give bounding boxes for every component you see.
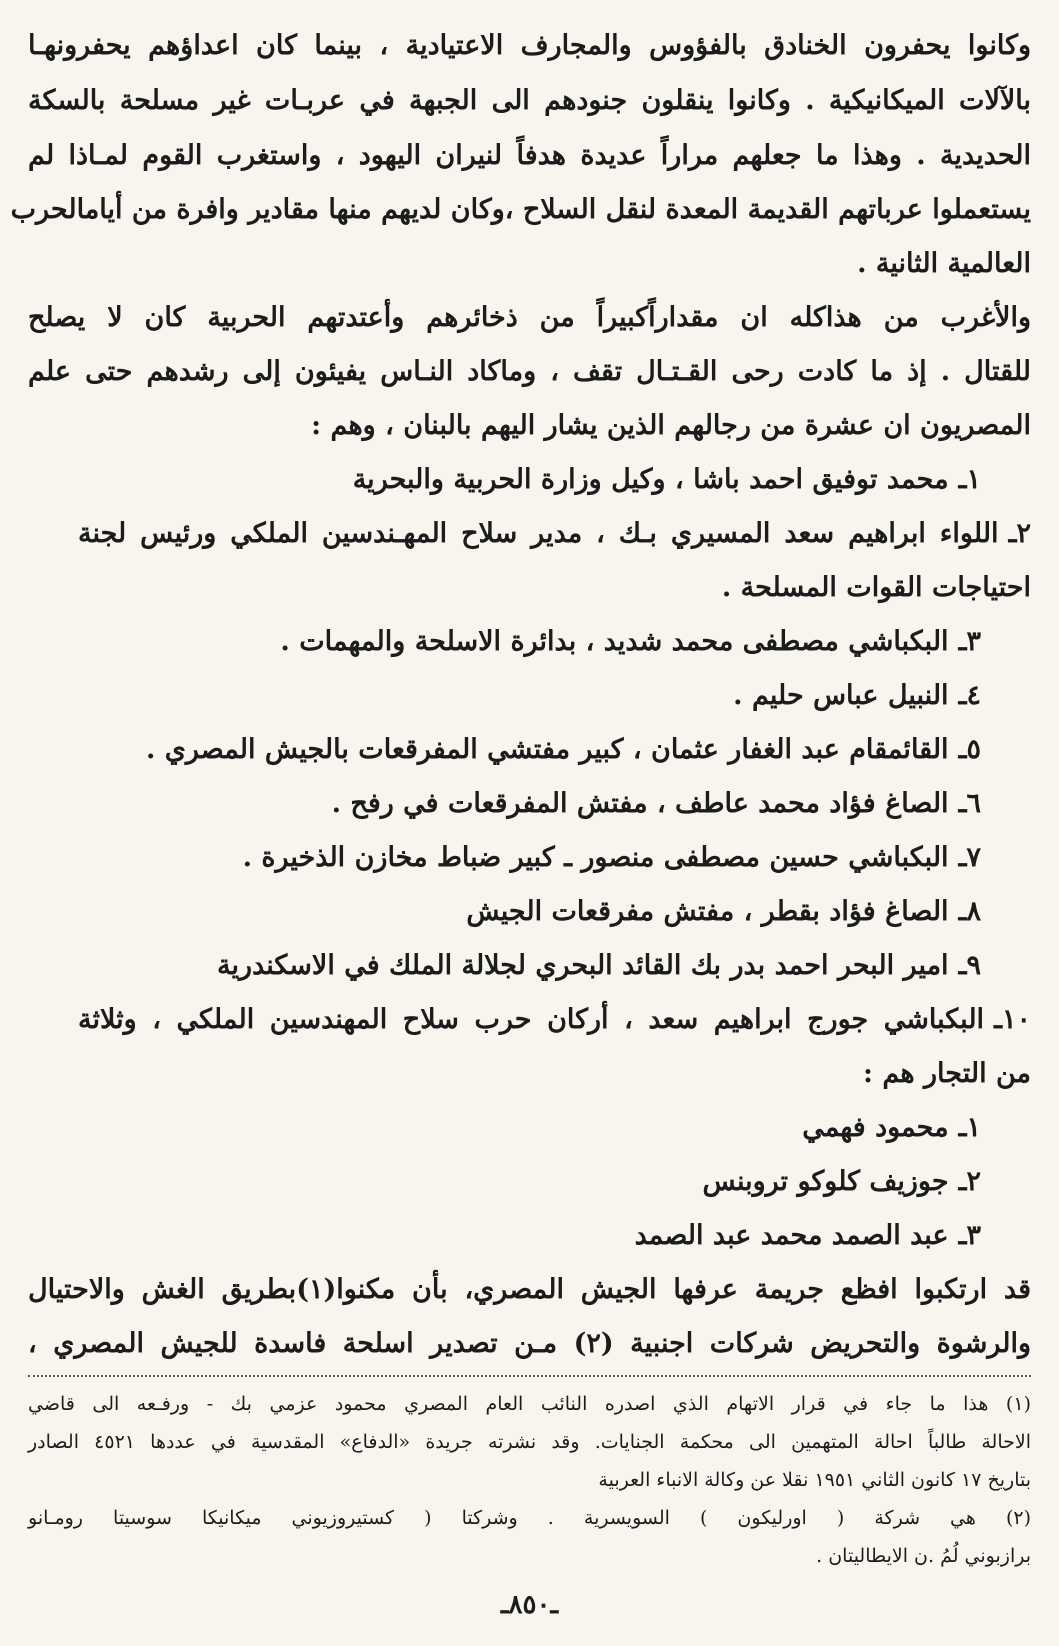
list-item-number: ٣ـ [958,1220,981,1251]
list-item-number: ١٠ـ [994,1004,1031,1035]
body-line: وكانوا يحفرون الخنادق بالفؤوس والمجارف الاعتيادية ، بينما كان اعداؤهم يحفرونهـا [28,30,1031,61]
body-line: قد ارتكبوا افظع جريمة عرفها الجيش المصري، بأن مكنوا(١)بطريق الغش والاحتيال [28,1274,1031,1305]
list-item [217,946,981,986]
list-item-number: ٥ـ [958,734,981,765]
list-item-text: البكباشي حسين مصطفى منصور ـ كبير ضباط مخازن الذخيرة . [242,842,949,873]
list-item-number: ١ـ [958,464,981,495]
list-item [635,1216,981,1256]
body-line: والرشوة والتحريض شركات اجنبية (٢) مـن تصدير اسلحة فاسدة للجيش المصري ، [28,1328,1032,1359]
body-line: والأغرب من هذاكله ان مقداراًكبيراً من ذخائرهم وأعتدتهم الحربية كان لا يصلح [28,302,1031,333]
list-item [733,676,981,716]
list-item-number: ٢ـ [958,1166,981,1197]
list-item [78,1000,1031,1040]
footnote-line: بتاريخ ١٧ كانون الثاني ١٩٥١ نقلا عن وكالة الانباء العربية [598,1469,1031,1491]
list-item-text: اللواء ابراهيم سعد المسيري بـك ، مدير سلاح المهـندسين الملكي ورئيس لجنة [78,518,999,549]
list-item [703,1162,981,1202]
list-item-number: ٨ـ [958,896,981,927]
body-line: بالآلات الميكانيكية . وكانوا ينقلون جنودهم الى الجبهة في عربـات غير مسلحة بالسكة [28,85,1031,116]
list-item-number: ١ـ [958,1112,981,1143]
list-item-number: ٣ـ [958,626,981,657]
footnote-line: (١) هذا ما جاء في قرار الاتهام الذي اصدره النائب العام المصري محمود عزمي بك - ورفـعه الى قاضي [28,1393,1031,1415]
list-item-text: محمود فهمي [802,1112,949,1143]
list-item-text: امير البحر احمد بدر بك القائد البحري لجلالة الملك في الاسكندرية [217,950,949,981]
list-item [802,1108,981,1148]
merchants-intro: من التجار هم : [863,1058,1031,1089]
body-line: يستعملوا عرباتهم القديمة المعدة لنقل السلاح ،وكان لديهم منها مقادير وافرة من أيامالحرب [10,194,1031,225]
list-item-number: ٩ـ [958,950,981,981]
list-item-text: جوزيف كلوكو تروبنس [702,1166,949,1197]
page-number: ـ٨٥٠ـ [500,1590,559,1620]
list-item-number: ٧ـ [958,842,981,873]
body-line: العالمية الثانية . [857,248,1031,279]
list-item [146,730,981,770]
body-line: للقتال . إذ ما كادت رحى القـتـال تقف ، وماكاد النـاس يفيئون إلى رشدهم حتى علم [28,356,1031,387]
list-item-text: البكباشي جورج ابراهيم سعد ، أركان حرب سلاح المهندسين الملكي ، وثلاثة [78,1004,985,1035]
list-item [332,784,981,824]
list-item-number: ٦ـ [958,788,981,819]
list-item-number: ٢ـ [1008,518,1031,549]
list-item-text: النبيل عباس حليم . [733,680,949,711]
list-item [78,514,1031,554]
list-item [243,838,981,878]
footnote-divider [28,1375,1031,1377]
body-line: المصريون ان عشرة من رجالهم الذين يشار اليهم بالبنان ، وهم : [311,410,1031,441]
list-item [280,622,981,662]
list-item-text: البكباشي مصطفى محمد شديد ، بدائرة الاسلحة والمهمات . [280,626,949,657]
list-item-text: عبد الصمد محمد عبد الصمد [634,1220,949,1251]
list-item [353,460,981,500]
list-item [466,892,981,932]
list-item-number: ٤ـ [958,680,981,711]
list-item-text: الصاغ فؤاد بقطر ، مفتش مفرقعات الجيش [466,896,949,927]
list-item-text: القائمقام عبد الغفار عثمان ، كبير مفتشي المفرقعات بالجيش المصري . [145,734,949,765]
footnote-line: برازبوني لُمُ .ن الايطاليتان . [816,1545,1031,1567]
footnote-line: (٢) هي شركة ( اورليكون ) السويسرية . وشركتا ( كستيروزيوني ميكانيكا سوسيتا رومـانو [28,1507,1031,1529]
list-item-text: محمد توفيق احمد باشا ، وكيل وزارة الحربية والبحرية [352,464,949,495]
list-item-text: الصاغ فؤاد محمد عاطف ، مفتش المفرقعات في رفح . [331,788,949,819]
list-item-continuation: احتياجات القوات المسلحة . [721,572,1031,603]
document-page [10,18,1032,1628]
body-line: الحديدية . وهذا ما جعلهم مراراً عديدة هدفاً لنيران اليهود ، واستغرب القوم لمـاذا لم [28,140,1031,171]
footnote-line: الاحالة طالباً احالة المتهمين الى محكمة الجنايات. وقد نشرته جريدة «الدفاع» المقدسية في عددها ٤٥٢١ الصادر [28,1431,1031,1453]
